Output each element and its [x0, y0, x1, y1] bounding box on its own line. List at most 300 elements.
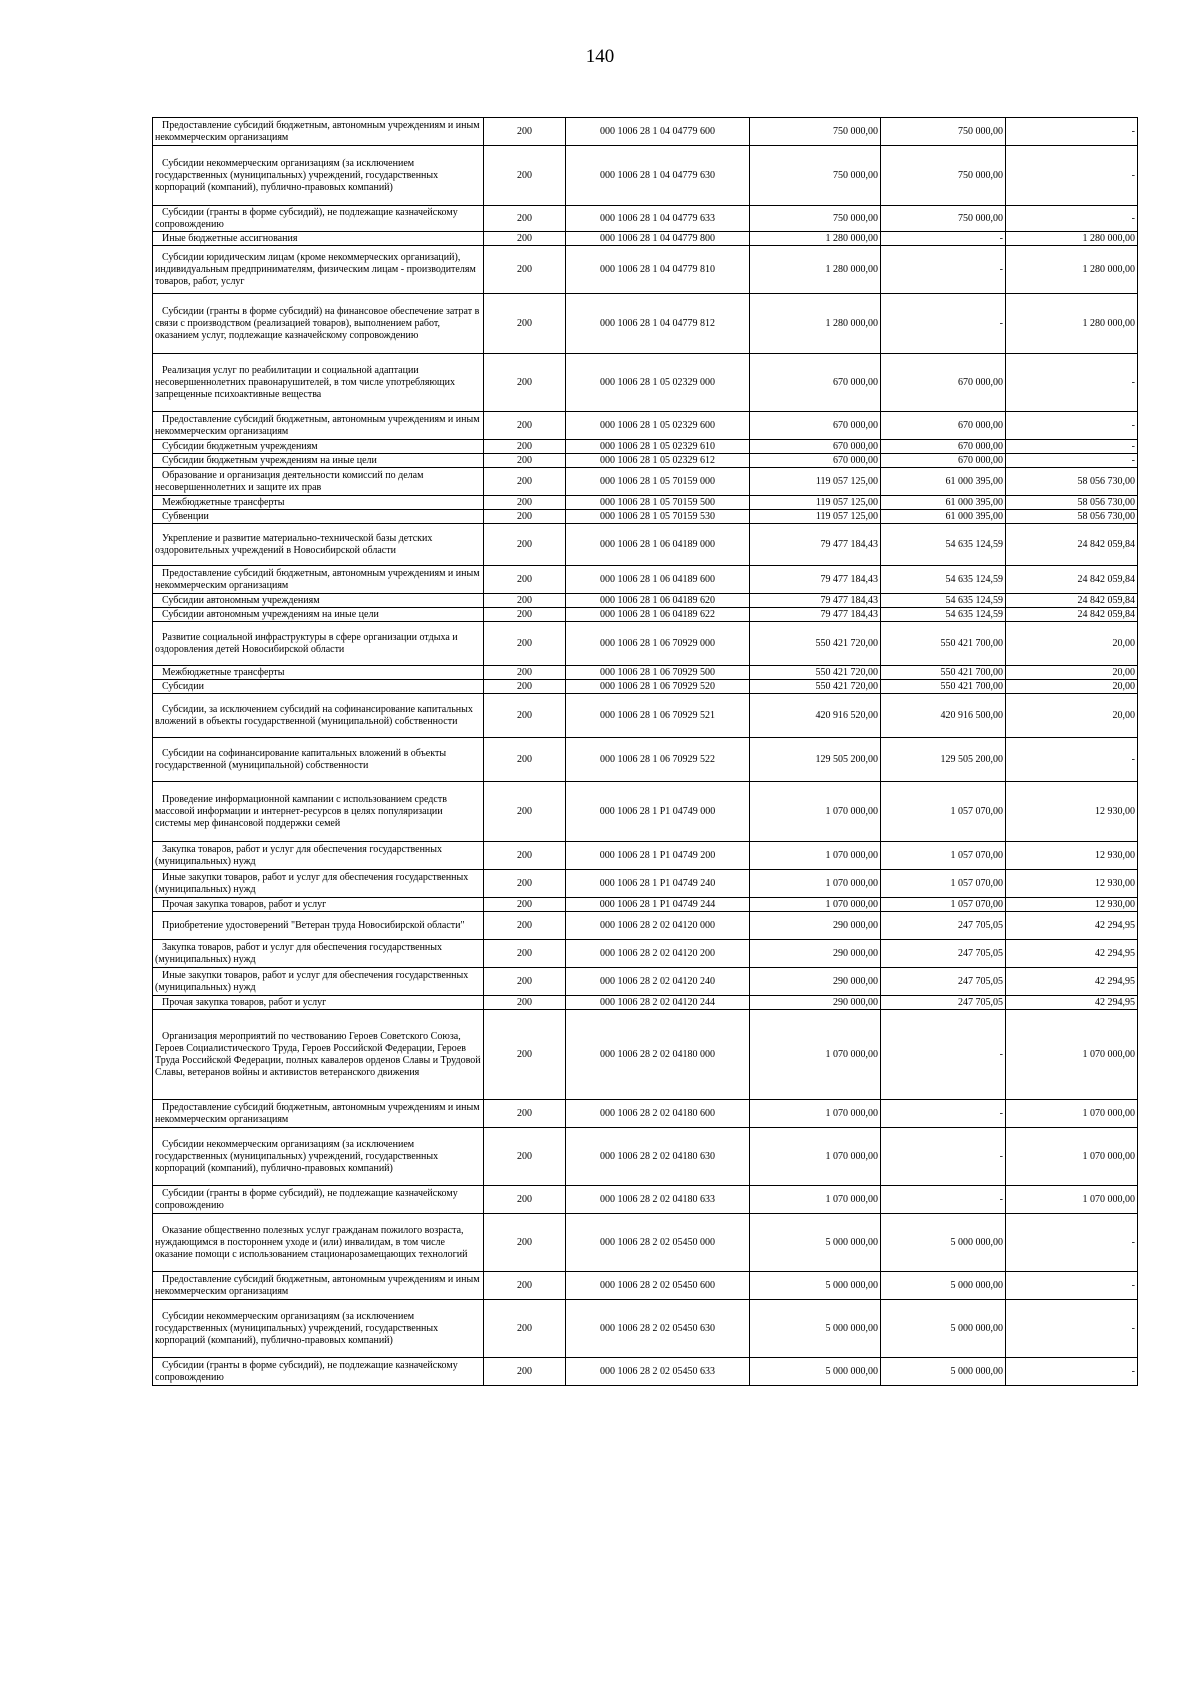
row-line-code: 200 [484, 608, 566, 622]
row-executed-amount: 61 000 395,00 [881, 510, 1006, 524]
row-classification-code: 000 1006 28 2 02 04120 244 [566, 996, 750, 1010]
row-unexecuted-amount: - [1006, 1214, 1138, 1272]
row-approved-amount: 129 505 200,00 [750, 738, 881, 782]
row-line-code: 200 [484, 1186, 566, 1214]
row-name [153, 454, 484, 468]
row-executed-amount: 61 000 395,00 [881, 496, 1006, 510]
row-unexecuted-amount: 24 842 059,84 [1006, 566, 1138, 594]
row-name-text: Предоставление субсидий бюджетным, автономным учреждениям и иным некоммерческим организациям [155, 413, 480, 437]
table-row [153, 1100, 1138, 1128]
row-name [153, 738, 484, 782]
row-name-text: Развитие социальной инфраструктуры в сфере организации отдыха и оздоровления детей Новосибирской области [155, 631, 458, 655]
row-unexecuted-amount: 42 294,95 [1006, 968, 1138, 996]
row-name [153, 1010, 484, 1100]
table-row [153, 146, 1138, 206]
row-name-text: Субсидии автономным учреждениям [162, 594, 320, 606]
row-name [153, 412, 484, 440]
row-name [153, 354, 484, 412]
row-line-code: 200 [484, 1128, 566, 1186]
row-executed-amount: 54 635 124,59 [881, 594, 1006, 608]
row-approved-amount: 1 070 000,00 [750, 1010, 881, 1100]
row-classification-code: 000 1006 28 1 06 70929 000 [566, 622, 750, 666]
row-line-code: 200 [484, 146, 566, 206]
row-name-text: Субсидии (гранты в форме субсидий), не подлежащие казначейскому сопровождению [155, 206, 458, 230]
row-approved-amount: 1 070 000,00 [750, 842, 881, 870]
row-approved-amount: 290 000,00 [750, 968, 881, 996]
row-name-text: Межбюджетные трансферты [162, 496, 285, 508]
row-unexecuted-amount: 1 070 000,00 [1006, 1010, 1138, 1100]
table-row [153, 1186, 1138, 1214]
row-name [153, 1300, 484, 1358]
row-unexecuted-amount: - [1006, 738, 1138, 782]
row-line-code: 200 [484, 496, 566, 510]
row-name [153, 246, 484, 294]
budget-table-body [153, 118, 1138, 1386]
table-row [153, 524, 1138, 566]
row-line-code: 200 [484, 354, 566, 412]
row-unexecuted-amount: 12 930,00 [1006, 870, 1138, 898]
row-executed-amount: 670 000,00 [881, 454, 1006, 468]
row-approved-amount: 1 280 000,00 [750, 232, 881, 246]
row-approved-amount: 290 000,00 [750, 996, 881, 1010]
row-unexecuted-amount: - [1006, 454, 1138, 468]
row-name [153, 782, 484, 842]
row-line-code: 200 [484, 738, 566, 782]
row-unexecuted-amount: 1 070 000,00 [1006, 1100, 1138, 1128]
row-name-text: Реализация услуг по реабилитации и социальной адаптации несовершеннолетних правонарушителей, в том числе употребляющих запрещенные психоактивные вещества [155, 364, 455, 400]
table-row [153, 1358, 1138, 1386]
row-unexecuted-amount: 24 842 059,84 [1006, 524, 1138, 566]
row-unexecuted-amount: - [1006, 1358, 1138, 1386]
row-classification-code: 000 1006 28 1 05 70159 500 [566, 496, 750, 510]
row-classification-code: 000 1006 28 2 02 04120 240 [566, 968, 750, 996]
row-executed-amount: 247 705,05 [881, 940, 1006, 968]
row-classification-code: 000 1006 28 1 05 02329 000 [566, 354, 750, 412]
budget-table [152, 117, 1138, 1386]
row-unexecuted-amount: 12 930,00 [1006, 898, 1138, 912]
row-line-code: 200 [484, 680, 566, 694]
row-approved-amount: 1 070 000,00 [750, 1128, 881, 1186]
row-unexecuted-amount: 1 280 000,00 [1006, 294, 1138, 354]
row-name-text: Субвенции [162, 510, 209, 522]
row-name-text: Субсидии некоммерческим организациям (за исключением государственных (муниципальных) учреждений, государственных корпораций (компаний), публично-правовых компаний) [155, 1138, 439, 1174]
row-executed-amount: 750 000,00 [881, 118, 1006, 146]
row-name-text: Предоставление субсидий бюджетным, автономным учреждениям и иным некоммерческим организациям [155, 1273, 480, 1297]
row-line-code: 200 [484, 594, 566, 608]
row-unexecuted-amount: - [1006, 354, 1138, 412]
row-name-text: Субсидии, за исключением субсидий на софинансирование капитальных вложений в объекты государственной (муниципальной) собственности [155, 703, 473, 727]
table-row [153, 898, 1138, 912]
row-name-text: Субсидии на софинансирование капитальных вложений в объекты государственной (муниципальной) собственности [155, 747, 447, 771]
row-classification-code: 000 1006 28 1 05 02329 600 [566, 412, 750, 440]
row-executed-amount: 54 635 124,59 [881, 608, 1006, 622]
table-row [153, 412, 1138, 440]
row-name [153, 118, 484, 146]
row-line-code: 200 [484, 968, 566, 996]
row-executed-amount: 5 000 000,00 [881, 1272, 1006, 1300]
row-approved-amount: 750 000,00 [750, 118, 881, 146]
table-row [153, 1010, 1138, 1100]
row-name-text: Межбюджетные трансферты [162, 666, 285, 678]
table-row [153, 842, 1138, 870]
row-name [153, 666, 484, 680]
row-executed-amount: 129 505 200,00 [881, 738, 1006, 782]
table-row [153, 782, 1138, 842]
row-classification-code: 000 1006 28 2 02 04180 000 [566, 1010, 750, 1100]
row-executed-amount: - [881, 294, 1006, 354]
row-classification-code: 000 1006 28 1 06 70929 521 [566, 694, 750, 738]
row-name-text: Субсидии автономным учреждениям на иные цели [162, 608, 379, 620]
row-approved-amount: 5 000 000,00 [750, 1300, 881, 1358]
row-name-text: Субсидии некоммерческим организациям (за исключением государственных (муниципальных) учреждений, государственных корпораций (компаний), публично-правовых компаний) [155, 157, 439, 193]
row-name [153, 996, 484, 1010]
row-executed-amount: 670 000,00 [881, 440, 1006, 454]
row-executed-amount: - [881, 1128, 1006, 1186]
row-classification-code: 000 1006 28 1 06 70929 522 [566, 738, 750, 782]
table-row [153, 118, 1138, 146]
row-line-code: 200 [484, 294, 566, 354]
row-name-text: Субсидии бюджетным учреждениям на иные цели [162, 454, 377, 466]
row-approved-amount: 1 070 000,00 [750, 870, 881, 898]
row-line-code: 200 [484, 1300, 566, 1358]
row-executed-amount: 420 916 500,00 [881, 694, 1006, 738]
row-classification-code: 000 1006 28 1 06 04189 600 [566, 566, 750, 594]
row-unexecuted-amount: 12 930,00 [1006, 842, 1138, 870]
table-row [153, 566, 1138, 594]
row-name [153, 1128, 484, 1186]
row-name [153, 680, 484, 694]
row-unexecuted-amount: - [1006, 440, 1138, 454]
table-row [153, 510, 1138, 524]
row-name-text: Прочая закупка товаров, работ и услуг [162, 996, 327, 1008]
row-line-code: 200 [484, 940, 566, 968]
row-name [153, 206, 484, 232]
row-name-text: Предоставление субсидий бюджетным, автономным учреждениям и иным некоммерческим организациям [155, 1101, 480, 1125]
table-row [153, 608, 1138, 622]
row-executed-amount: 670 000,00 [881, 354, 1006, 412]
row-name [153, 440, 484, 454]
row-classification-code: 000 1006 28 1 06 70929 500 [566, 666, 750, 680]
row-name-text: Субсидии юридическим лицам (кроме некоммерческих организаций), индивидуальным предпринимателям, физическим лицам - производителям товаров, работ, услуг [155, 251, 476, 287]
row-unexecuted-amount: 1 070 000,00 [1006, 1186, 1138, 1214]
row-line-code: 200 [484, 454, 566, 468]
row-classification-code: 000 1006 28 1 06 70929 520 [566, 680, 750, 694]
row-approved-amount: 670 000,00 [750, 454, 881, 468]
row-unexecuted-amount: - [1006, 146, 1138, 206]
row-approved-amount: 1 070 000,00 [750, 782, 881, 842]
row-approved-amount: 119 057 125,00 [750, 496, 881, 510]
row-classification-code: 000 1006 28 2 02 05450 633 [566, 1358, 750, 1386]
row-executed-amount: 247 705,05 [881, 912, 1006, 940]
row-approved-amount: 670 000,00 [750, 440, 881, 454]
row-classification-code: 000 1006 28 1 06 04189 622 [566, 608, 750, 622]
row-name [153, 968, 484, 996]
row-name-text: Образование и организация деятельности комиссий по делам несовершеннолетних и защите их прав [155, 469, 424, 493]
row-line-code: 200 [484, 524, 566, 566]
row-line-code: 200 [484, 898, 566, 912]
row-line-code: 200 [484, 1214, 566, 1272]
row-approved-amount: 290 000,00 [750, 940, 881, 968]
row-classification-code: 000 1006 28 2 02 04120 000 [566, 912, 750, 940]
row-executed-amount: - [881, 1100, 1006, 1128]
row-classification-code: 000 1006 28 2 02 04180 630 [566, 1128, 750, 1186]
row-classification-code: 000 1006 28 1 06 04189 620 [566, 594, 750, 608]
row-name [153, 622, 484, 666]
row-name-text: Субсидии (гранты в форме субсидий) на финансовое обеспечение затрат в связи с производством (реализацией товаров), выполнением работ, оказанием услуг, подлежащие казначейскому сопровождению [155, 305, 480, 341]
row-line-code: 200 [484, 870, 566, 898]
row-unexecuted-amount: 58 056 730,00 [1006, 468, 1138, 496]
row-unexecuted-amount: 1 070 000,00 [1006, 1128, 1138, 1186]
row-name-text: Предоставление субсидий бюджетным, автономным учреждениям и иным некоммерческим организациям [155, 119, 480, 143]
row-line-code: 200 [484, 1100, 566, 1128]
row-classification-code: 000 1006 28 1 04 04779 810 [566, 246, 750, 294]
row-approved-amount: 5 000 000,00 [750, 1358, 881, 1386]
table-row [153, 996, 1138, 1010]
row-name [153, 1272, 484, 1300]
row-unexecuted-amount: 24 842 059,84 [1006, 594, 1138, 608]
row-name-text: Предоставление субсидий бюджетным, автономным учреждениям и иным некоммерческим организациям [155, 567, 480, 591]
table-row [153, 680, 1138, 694]
row-executed-amount: 5 000 000,00 [881, 1214, 1006, 1272]
row-approved-amount: 750 000,00 [750, 206, 881, 232]
table-row [153, 294, 1138, 354]
row-unexecuted-amount: 42 294,95 [1006, 996, 1138, 1010]
row-executed-amount: - [881, 232, 1006, 246]
table-row [153, 468, 1138, 496]
row-name [153, 940, 484, 968]
row-approved-amount: 550 421 720,00 [750, 666, 881, 680]
row-line-code: 200 [484, 996, 566, 1010]
row-name-text: Иные закупки товаров, работ и услуг для обеспечения государственных (муниципальных) нужд [155, 969, 469, 993]
row-classification-code: 000 1006 28 1 04 04779 812 [566, 294, 750, 354]
row-unexecuted-amount: 1 280 000,00 [1006, 246, 1138, 294]
row-line-code: 200 [484, 622, 566, 666]
row-name [153, 842, 484, 870]
row-executed-amount: 670 000,00 [881, 412, 1006, 440]
row-classification-code: 000 1006 28 1 04 04779 630 [566, 146, 750, 206]
row-name [153, 870, 484, 898]
row-unexecuted-amount: 42 294,95 [1006, 940, 1138, 968]
row-name-text: Закупка товаров, работ и услуг для обеспечения государственных (муниципальных) нужд [155, 941, 443, 965]
row-approved-amount: 670 000,00 [750, 412, 881, 440]
row-name-text: Организация мероприятий по чествованию Героев Советского Союза, Героев Социалистического Труда, Героев Российской Федерации, Героев Труда Российской Федерации, полных кавалеров орденов Славы и Трудовой Славы, ветеранов войны и активистов ветеранского движения [155, 1030, 481, 1078]
row-classification-code: 000 1006 28 1 06 04189 000 [566, 524, 750, 566]
row-executed-amount: 1 057 070,00 [881, 842, 1006, 870]
row-approved-amount: 1 070 000,00 [750, 1186, 881, 1214]
row-line-code: 200 [484, 666, 566, 680]
table-row [153, 870, 1138, 898]
table-row [153, 1128, 1138, 1186]
row-name-text: Субсидии некоммерческим организациям (за исключением государственных (муниципальных) учреждений, государственных корпораций (компаний), публично-правовых компаний) [155, 1310, 439, 1346]
row-name [153, 496, 484, 510]
row-line-code: 200 [484, 782, 566, 842]
row-name [153, 1186, 484, 1214]
row-line-code: 200 [484, 412, 566, 440]
row-classification-code: 000 1006 28 1 P1 04749 000 [566, 782, 750, 842]
row-line-code: 200 [484, 468, 566, 496]
row-name-text: Иные бюджетные ассигнования [162, 232, 298, 244]
page-number: 140 [585, 46, 615, 67]
row-classification-code: 000 1006 28 2 02 04180 633 [566, 1186, 750, 1214]
table-row [153, 594, 1138, 608]
table-row [153, 1300, 1138, 1358]
row-approved-amount: 1 280 000,00 [750, 294, 881, 354]
row-name [153, 898, 484, 912]
table-row [153, 496, 1138, 510]
row-name [153, 594, 484, 608]
row-classification-code: 000 1006 28 1 05 02329 610 [566, 440, 750, 454]
row-classification-code: 000 1006 28 1 P1 04749 244 [566, 898, 750, 912]
row-name [153, 694, 484, 738]
row-classification-code: 000 1006 28 1 04 04779 800 [566, 232, 750, 246]
row-approved-amount: 119 057 125,00 [750, 510, 881, 524]
row-executed-amount: 750 000,00 [881, 206, 1006, 232]
row-approved-amount: 670 000,00 [750, 354, 881, 412]
row-name-text: Иные закупки товаров, работ и услуг для обеспечения государственных (муниципальных) нужд [155, 871, 469, 895]
row-unexecuted-amount: 58 056 730,00 [1006, 510, 1138, 524]
row-line-code: 200 [484, 842, 566, 870]
row-executed-amount: 750 000,00 [881, 146, 1006, 206]
table-row [153, 440, 1138, 454]
row-name [153, 566, 484, 594]
row-name-text: Укрепление и развитие материально-технической базы детских оздоровительных учреждений в Новосибирской области [155, 532, 433, 556]
row-executed-amount: 1 057 070,00 [881, 782, 1006, 842]
row-classification-code: 000 1006 28 2 02 05450 600 [566, 1272, 750, 1300]
row-unexecuted-amount: - [1006, 206, 1138, 232]
row-name [153, 468, 484, 496]
row-name-text: Субсидии (гранты в форме субсидий), не подлежащие казначейскому сопровождению [155, 1187, 458, 1211]
row-unexecuted-amount: - [1006, 1300, 1138, 1358]
row-approved-amount: 290 000,00 [750, 912, 881, 940]
row-name [153, 146, 484, 206]
row-executed-amount: 550 421 700,00 [881, 680, 1006, 694]
table-row [153, 622, 1138, 666]
row-name [153, 912, 484, 940]
row-line-code: 200 [484, 232, 566, 246]
row-name [153, 1100, 484, 1128]
row-name-text: Закупка товаров, работ и услуг для обеспечения государственных (муниципальных) нужд [155, 843, 443, 867]
row-line-code: 200 [484, 206, 566, 232]
row-line-code: 200 [484, 1272, 566, 1300]
row-executed-amount: - [881, 1186, 1006, 1214]
row-approved-amount: 1 070 000,00 [750, 1100, 881, 1128]
row-classification-code: 000 1006 28 2 02 04180 600 [566, 1100, 750, 1128]
row-classification-code: 000 1006 28 1 04 04779 633 [566, 206, 750, 232]
row-unexecuted-amount: - [1006, 412, 1138, 440]
row-line-code: 200 [484, 440, 566, 454]
row-unexecuted-amount: 12 930,00 [1006, 782, 1138, 842]
row-line-code: 200 [484, 566, 566, 594]
row-line-code: 200 [484, 694, 566, 738]
row-executed-amount: - [881, 246, 1006, 294]
row-executed-amount: 247 705,05 [881, 968, 1006, 996]
table-row [153, 232, 1138, 246]
table-row [153, 354, 1138, 412]
row-line-code: 200 [484, 118, 566, 146]
table-row [153, 912, 1138, 940]
row-classification-code: 000 1006 28 1 P1 04749 240 [566, 870, 750, 898]
table-row [153, 666, 1138, 680]
table-row [153, 246, 1138, 294]
row-unexecuted-amount: 20,00 [1006, 666, 1138, 680]
table-row [153, 206, 1138, 232]
row-line-code: 200 [484, 246, 566, 294]
row-line-code: 200 [484, 510, 566, 524]
row-approved-amount: 79 477 184,43 [750, 524, 881, 566]
row-executed-amount: 247 705,05 [881, 996, 1006, 1010]
row-unexecuted-amount: 1 280 000,00 [1006, 232, 1138, 246]
row-executed-amount: 5 000 000,00 [881, 1358, 1006, 1386]
row-executed-amount: - [881, 1010, 1006, 1100]
row-approved-amount: 750 000,00 [750, 146, 881, 206]
row-classification-code: 000 1006 28 1 05 70159 530 [566, 510, 750, 524]
row-name-text: Приобретение удостоверений "Ветеран труда Новосибирской области" [162, 919, 465, 931]
row-unexecuted-amount: 20,00 [1006, 680, 1138, 694]
row-approved-amount: 1 070 000,00 [750, 898, 881, 912]
row-unexecuted-amount: 42 294,95 [1006, 912, 1138, 940]
row-name-text: Субсидии [162, 680, 204, 692]
table-row [153, 940, 1138, 968]
row-name [153, 294, 484, 354]
row-approved-amount: 1 280 000,00 [750, 246, 881, 294]
row-executed-amount: 54 635 124,59 [881, 524, 1006, 566]
table-row [153, 454, 1138, 468]
row-line-code: 200 [484, 1010, 566, 1100]
row-name-text: Оказание общественно полезных услуг гражданам пожилого возраста, нуждающимся в постороннем уходе и (или) инвалидам, в том числе оказание помощи с использованием стационарозамещающих технологий [155, 1224, 468, 1260]
row-approved-amount: 79 477 184,43 [750, 566, 881, 594]
row-unexecuted-amount: 20,00 [1006, 694, 1138, 738]
row-approved-amount: 550 421 720,00 [750, 680, 881, 694]
row-unexecuted-amount: 20,00 [1006, 622, 1138, 666]
row-name [153, 1358, 484, 1386]
table-row [153, 1272, 1138, 1300]
row-unexecuted-amount: 58 056 730,00 [1006, 496, 1138, 510]
row-executed-amount: 54 635 124,59 [881, 566, 1006, 594]
row-name-text: Субсидии бюджетным учреждениям [162, 440, 318, 452]
row-approved-amount: 550 421 720,00 [750, 622, 881, 666]
row-executed-amount: 61 000 395,00 [881, 468, 1006, 496]
table-row [153, 968, 1138, 996]
row-name-text: Субсидии (гранты в форме субсидий), не подлежащие казначейскому сопровождению [155, 1359, 458, 1383]
row-line-code: 200 [484, 1358, 566, 1386]
row-name-text: Прочая закупка товаров, работ и услуг [162, 898, 327, 910]
row-classification-code: 000 1006 28 2 02 04120 200 [566, 940, 750, 968]
row-classification-code: 000 1006 28 1 P1 04749 200 [566, 842, 750, 870]
row-line-code: 200 [484, 912, 566, 940]
row-classification-code: 000 1006 28 1 04 04779 600 [566, 118, 750, 146]
row-executed-amount: 1 057 070,00 [881, 870, 1006, 898]
row-unexecuted-amount: - [1006, 118, 1138, 146]
row-approved-amount: 79 477 184,43 [750, 608, 881, 622]
row-approved-amount: 119 057 125,00 [750, 468, 881, 496]
row-name [153, 1214, 484, 1272]
row-approved-amount: 5 000 000,00 [750, 1272, 881, 1300]
row-executed-amount: 5 000 000,00 [881, 1300, 1006, 1358]
row-name [153, 608, 484, 622]
table-row [153, 694, 1138, 738]
row-classification-code: 000 1006 28 2 02 05450 000 [566, 1214, 750, 1272]
row-approved-amount: 420 916 520,00 [750, 694, 881, 738]
row-name [153, 510, 484, 524]
row-unexecuted-amount: - [1006, 1272, 1138, 1300]
row-executed-amount: 550 421 700,00 [881, 622, 1006, 666]
row-executed-amount: 1 057 070,00 [881, 898, 1006, 912]
row-classification-code: 000 1006 28 2 02 05450 630 [566, 1300, 750, 1358]
table-row [153, 1214, 1138, 1272]
row-name [153, 232, 484, 246]
row-name [153, 524, 484, 566]
table-row [153, 738, 1138, 782]
